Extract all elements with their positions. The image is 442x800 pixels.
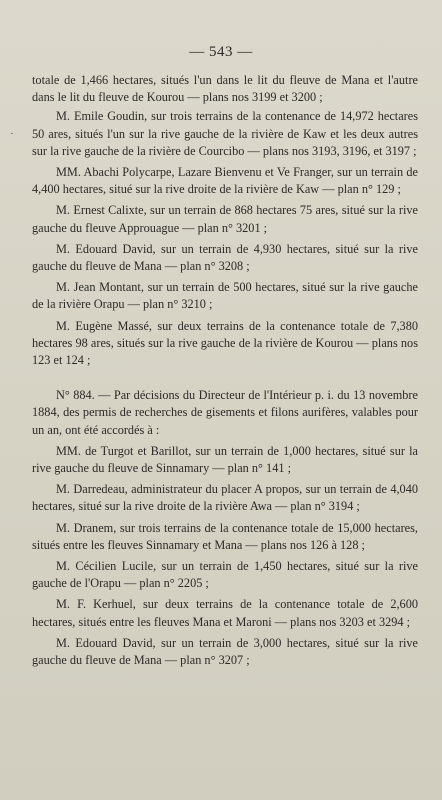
entry-dranem: M. Dranem, sur trois terrains de la contenance totale de 15,000 hectares, situés entre les fleuves Sinnamary et Mana — plans nos 126 à 128 ; [32,520,418,552]
document-body [32,72,418,673]
paragraph-continuation: totale de 1,466 hectares, situés l'un dans le lit du fleuve de Mana et l'autre dans le lit du fleuve de Kourou — plans nos 3199 et 3200 ; [32,73,418,105]
entry-lucile: M. Cécilien Lucile, sur un terrain de 1,450 hectares, situé sur la rive gauche de l'Orapu — plan n° 2205 ; [32,559,418,591]
entry-abachi: MM. Abachi Polycarpe, Lazare Bienvenu et Ve Franger, sur un terrain de 4,400 hectares, situé sur la rive droite de la rivière de Kaw — plan n° 129 ; [32,165,418,197]
page-number: — 543 — [189,44,253,60]
entry-masse: M. Eugène Massé, sur deux terrains de la contenance totale de 7,380 hectares 98 ares, situés sur la rive gauche de la rivière de Kourou — plans nos 123 et 124 ; [32,318,418,368]
entry-david-1: M. Edouard David, sur un terrain de 4,930 hectares, situé sur la rive gauche du fleuve de Mana — plan n° 3208 ; [32,241,418,274]
entry-david-2: M. Edouard David, sur un terrain de 3,000 hectares, situé sur la rive gauche du fleuve de Mana — plan n° 3207 ; [32,635,418,668]
section-gap [32,373,418,387]
entry-darredeau: M. Darredeau, administrateur du placer A propos, sur un terrain de 4,040 hectares, situé sur la rive droite de la rivière Awa — plan n° 3194 ; [32,482,418,514]
entry-kerhuel: M. F. Kerhuel, sur deux terrains de la contenance totale de 2,600 hectares, situés entre les fleuves Mana et Maroni — plans nos 3203 et 3294 ; [32,597,418,629]
entry-goudin: M. Emile Goudin, sur trois terrains de la contenance de 14,972 hectares 50 ares, situés l'un sur la rive gauche de la rivière de Kaw et les deux autres sur la rive gauche de la rivière de Courcibo — plans nos 3193, 3196, et 3197 ; [32,109,418,158]
entry-calixte: M. Ernest Calixte, sur un terrain de 868 hectares 75 ares, situé sur la rive gauche du fleuve Approuague — plan n° 3201 ; [32,203,418,235]
decision-884: N° 884. — Par décisions du Directeur de l'Intérieur p. i. du 13 novembre 1884, des permis de recherches de gisements et filons aurifères, valables pour un an, ont été accordés à : [32,388,418,437]
entry-montant: M. Jean Montant, sur un terrain de 500 hectares, situé sur la rive gauche de la rivière Orapu — plan n° 3210 ; [32,280,418,312]
entry-turgot: MM. de Turgot et Barillot, sur un terrain de 1,000 hectares, situé sur la rive gauche du fleuve de Sinnamary — plan n° 141 ; [32,443,418,476]
margin-mark: · [10,128,14,140]
